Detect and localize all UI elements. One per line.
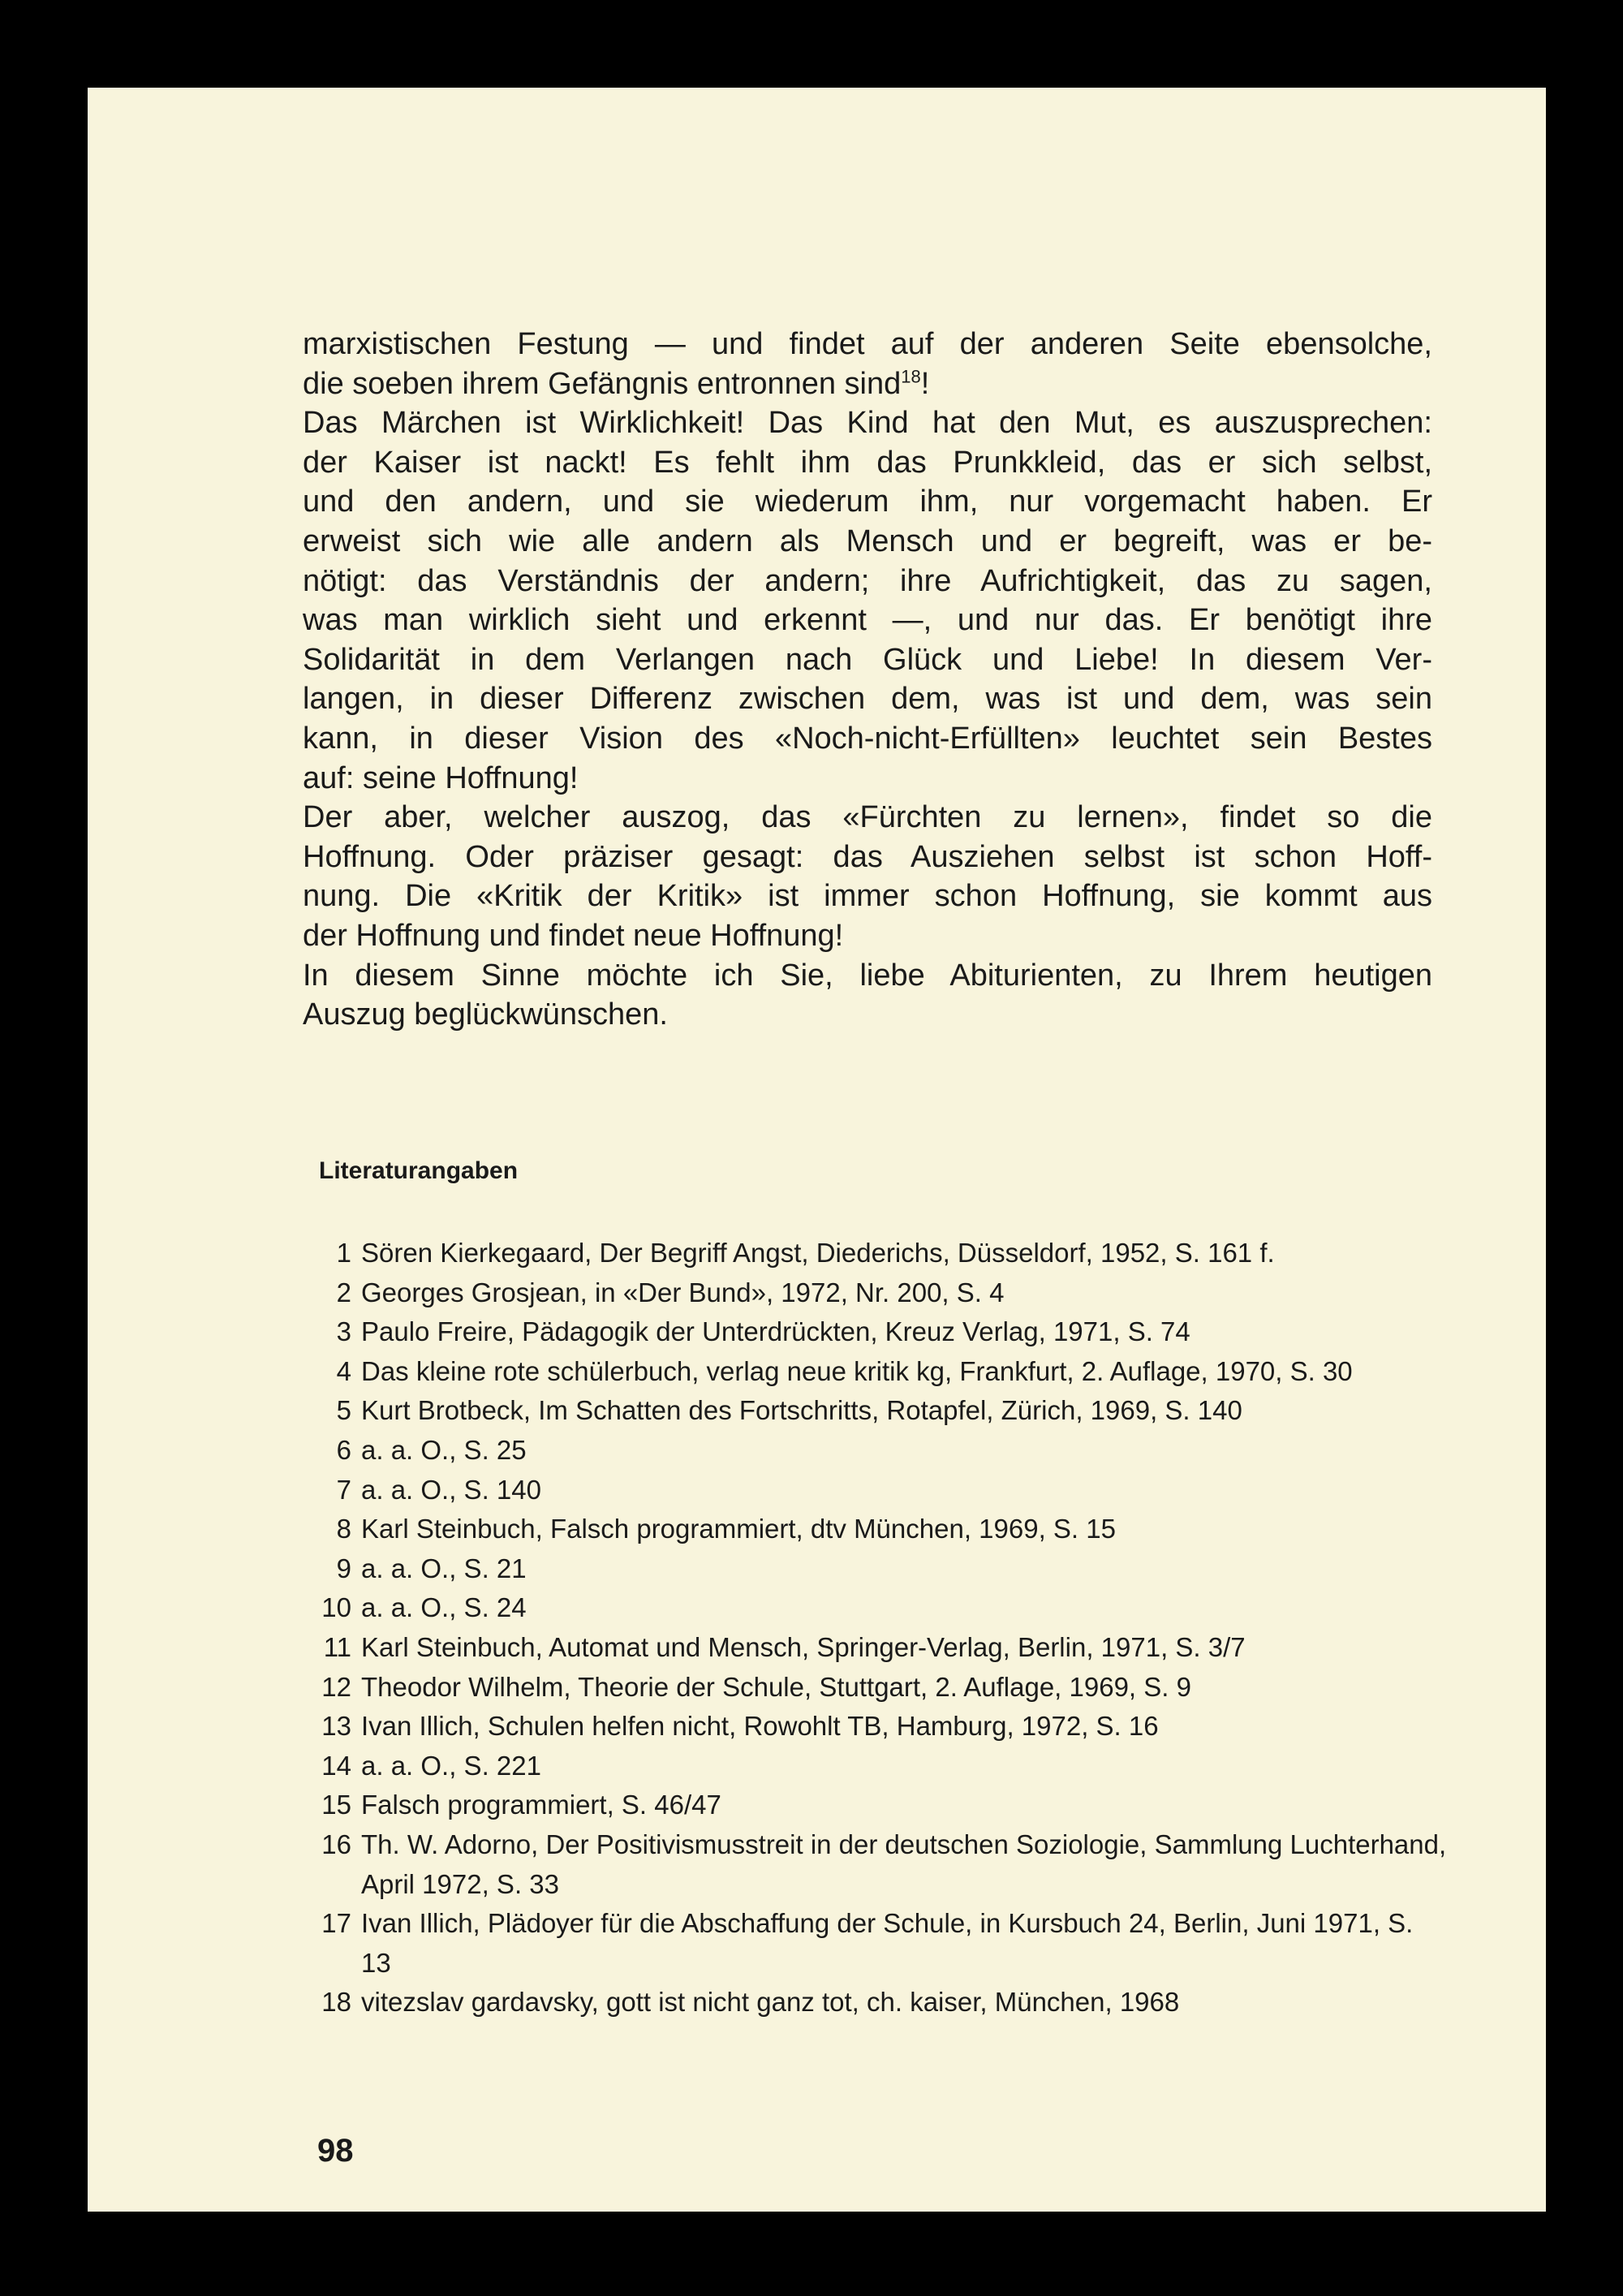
reference-item xyxy=(311,1352,1447,1392)
reference-item xyxy=(311,1983,1447,2022)
text-line xyxy=(303,364,1432,404)
line-text: Auszug beglückwünschen. xyxy=(303,997,668,1032)
reference-number: 3 xyxy=(336,1316,351,1347)
reference-item xyxy=(311,1273,1447,1313)
line-text: und den andern, und sie wiederum ihm, nur vorgemacht haben. Er xyxy=(303,485,1432,519)
reference-item xyxy=(311,1549,1447,1589)
reference-item xyxy=(311,1825,1447,1904)
line-text: kann, in dieser Vision des «Noch-nicht-Erfüllten» leuchtet sein Bestes xyxy=(303,721,1432,756)
reference-text: Das kleine rote schülerbuch, verlag neue kritik kg, Frankfurt, 2. Auflage, 1970, S. 30 xyxy=(361,1355,1353,1386)
line-text: die soeben ihrem Gefängnis entronnen sind xyxy=(303,366,902,401)
reference-text: a. a. O., S. 221 xyxy=(361,1750,541,1781)
line-text: Der aber, welcher auszog, das «Fürchten zu lernen», findet so die xyxy=(303,800,1432,835)
body-text xyxy=(303,325,1432,1035)
text-line xyxy=(303,522,1432,562)
reference-item xyxy=(311,1904,1447,1983)
reference-number: 7 xyxy=(336,1474,351,1505)
page-number: 98 xyxy=(317,2133,354,2169)
text-line xyxy=(303,482,1432,522)
references-list xyxy=(311,1234,1447,2022)
reference-text: Kurt Brotbeck, Im Schatten des Fortschritts, Rotapfel, Zürich, 1969, S. 140 xyxy=(361,1395,1242,1426)
line-text: nötigt: das Verständnis der andern; ihre Aufrichtigkeit, das zu sagen, xyxy=(303,563,1432,598)
line-text: der Kaiser ist nackt! Es fehlt ihm das Prunkkleid, das er sich selbst, xyxy=(303,445,1432,480)
line-text: nung. Die «Kritik der Kritik» ist immer schon Hoffnung, sie kommt aus xyxy=(303,879,1432,914)
reference-item xyxy=(311,1588,1447,1628)
text-line xyxy=(303,877,1432,916)
references-heading: Literaturangaben xyxy=(319,1157,519,1184)
text-line xyxy=(303,759,1432,799)
reference-text: vitezslav gardavsky, gott ist nicht ganz tot, ch. kaiser, München, 1968 xyxy=(361,1987,1180,2018)
reference-item xyxy=(311,1431,1447,1471)
line-text: der Hoffnung und findet neue Hoffnung! xyxy=(303,918,844,953)
reference-number: 6 xyxy=(336,1434,351,1465)
reference-number: 9 xyxy=(336,1553,351,1583)
line-text: Hoffnung. Oder präziser gesagt: das Ausziehen selbst ist schon Hoff- xyxy=(303,839,1432,874)
reference-text: Theodor Wilhelm, Theorie der Schule, Stuttgart, 2. Auflage, 1969, S. 9 xyxy=(361,1671,1191,1702)
reference-number: 8 xyxy=(336,1514,351,1544)
reference-number: 1 xyxy=(336,1238,351,1268)
reference-item xyxy=(311,1628,1447,1668)
reference-number: 17 xyxy=(321,1908,351,1939)
line-text: was man wirklich sieht und erkennt —, und nur das. Er benötigt ihre xyxy=(303,603,1432,638)
reference-number: 15 xyxy=(321,1790,351,1820)
reference-item xyxy=(311,1707,1447,1747)
text-line xyxy=(303,838,1432,877)
reference-text: a. a. O., S. 21 xyxy=(361,1553,527,1583)
text-line xyxy=(303,916,1432,956)
reference-text: a. a. O., S. 25 xyxy=(361,1434,527,1465)
text-line xyxy=(303,798,1432,838)
reference-text: Karl Steinbuch, Falsch programmiert, dtv München, 1969, S. 15 xyxy=(361,1514,1116,1544)
line-text: marxistischen Festung — und findet auf der anderen Seite ebensolche, xyxy=(303,327,1432,361)
text-line xyxy=(303,679,1432,719)
reference-number: 10 xyxy=(321,1592,351,1623)
text-line xyxy=(303,640,1432,680)
reference-text: a. a. O., S. 24 xyxy=(361,1592,527,1623)
reference-text: Georges Grosjean, in «Der Bund», 1972, Nr. 200, S. 4 xyxy=(361,1277,1005,1307)
footnote-ref: 18 xyxy=(901,365,921,386)
line-text: auf: seine Hoffnung! xyxy=(303,760,579,795)
reference-item xyxy=(311,1668,1447,1708)
reference-text: Ivan Illich, Schulen helfen nicht, Rowohlt TB, Hamburg, 1972, S. 16 xyxy=(361,1711,1159,1742)
reference-text: Falsch programmiert, S. 46/47 xyxy=(361,1790,721,1820)
reference-item xyxy=(311,1510,1447,1549)
reference-item xyxy=(311,1234,1447,1273)
document-page xyxy=(88,88,1546,2212)
text-line xyxy=(303,995,1432,1035)
reference-number: 13 xyxy=(321,1711,351,1742)
reference-number: 14 xyxy=(321,1750,351,1781)
reference-item xyxy=(311,1391,1447,1431)
reference-number: 18 xyxy=(321,1987,351,2018)
line-text: Solidarität in dem Verlangen nach Glück und Liebe! In diesem Ver- xyxy=(303,642,1432,677)
text-line xyxy=(303,443,1432,483)
line-text-end: ! xyxy=(920,366,930,401)
reference-text: Ivan Illich, Plädoyer für die Abschaffung der Schule, in Kursbuch 24, Berlin, Juni 1971, S. 13 xyxy=(361,1908,1414,1978)
line-text: In diesem Sinne möchte ich Sie, liebe Abiturienten, zu Ihrem heutigen xyxy=(303,958,1432,993)
text-line xyxy=(303,601,1432,640)
reference-text: Paulo Freire, Pädagogik der Unterdrückten, Kreuz Verlag, 1971, S. 74 xyxy=(361,1316,1190,1347)
line-text: langen, in dieser Differenz zwischen dem, was ist und dem, was sein xyxy=(303,682,1432,717)
line-text: Das Märchen ist Wirklichkeit! Das Kind hat den Mut, es auszusprechen: xyxy=(303,406,1432,441)
reference-text: Sören Kierkegaard, Der Begriff Angst, Diederichs, Düsseldorf, 1952, S. 161 f. xyxy=(361,1238,1275,1268)
reference-item xyxy=(311,1312,1447,1352)
text-line xyxy=(303,956,1432,996)
text-line xyxy=(303,403,1432,443)
text-line xyxy=(303,562,1432,601)
reference-number: 4 xyxy=(336,1355,351,1386)
line-text: erweist sich wie alle andern als Mensch und er begreift, was er be- xyxy=(303,523,1432,558)
reference-number: 16 xyxy=(321,1829,351,1859)
text-line xyxy=(303,325,1432,364)
reference-number: 5 xyxy=(336,1395,351,1426)
text-line xyxy=(303,719,1432,759)
reference-item xyxy=(311,1786,1447,1825)
reference-number: 2 xyxy=(336,1277,351,1307)
reference-number: 11 xyxy=(323,1631,351,1662)
reference-item xyxy=(311,1471,1447,1510)
reference-text: a. a. O., S. 140 xyxy=(361,1474,541,1505)
reference-item xyxy=(311,1747,1447,1786)
reference-text: Th. W. Adorno, Der Positivismusstreit in der deutschen Soziologie, Sammlung Luchterhand, April 1972, S. 33 xyxy=(361,1829,1447,1899)
reference-number: 12 xyxy=(321,1671,351,1702)
reference-text: Karl Steinbuch, Automat und Mensch, Springer-Verlag, Berlin, 1971, S. 3/7 xyxy=(361,1631,1246,1662)
